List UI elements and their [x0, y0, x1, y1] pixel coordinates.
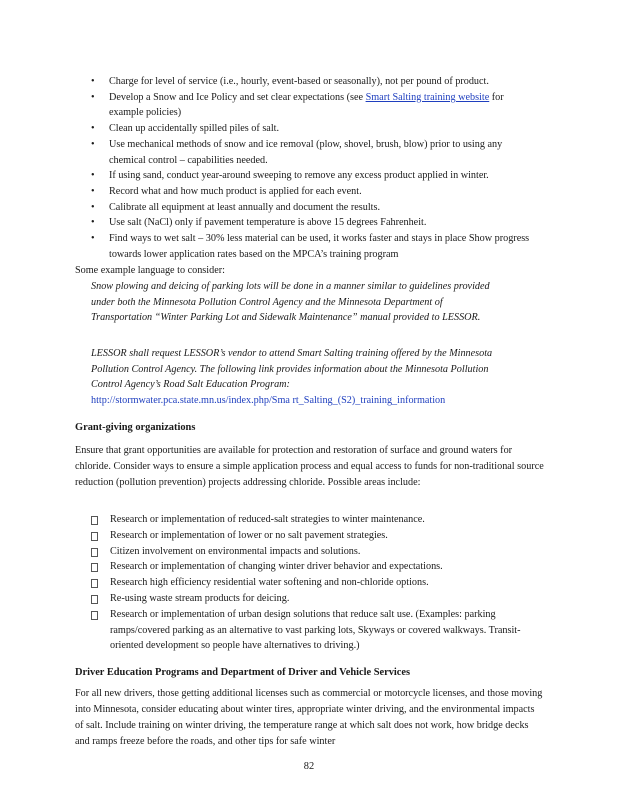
list-item: • Use mechanical methods of snow and ice removal (plow, shovel, brush, blow) prior to using any chemical control – capabilities needed. — [91, 137, 531, 168]
list-item: Citizen involvement on environmental impacts and solutions. — [90, 544, 540, 560]
grant-paragraph: Ensure that grant opportunities are available for protection and restoration of surface and ground waters for chloride. Consider ways to ensure a simple application process and equal access to funds for non-traditional source reduction (pollution prevention) projects addressing chloride. Possible areas include: — [75, 445, 544, 488]
list-item: • Record what and how much product is applied for each event. — [91, 184, 531, 200]
list-item: • Calibrate all equipment at least annually and document the results. — [91, 200, 531, 216]
list-item: Re-using waste stream products for deicing. — [90, 591, 540, 607]
grant-heading: Grant-giving organizations — [75, 422, 196, 433]
example-language-1: Snow plowing and deicing of parking lots will be done in a manner similar to guidelines provided under both the Minnesota Pollution Control Agency and the Minnesota Department of Transportation “Winter Parking Lot and Sidewalk Maintenance” manual provided to LESSOR. — [91, 281, 490, 324]
list-item: Research high efficiency residential water softening and non-chloride options. — [90, 575, 540, 591]
page-number: 82 — [303, 761, 315, 772]
list-item: Research or implementation of changing winter driver behavior and expectations. — [90, 559, 540, 575]
example-language-2-text: LESSOR shall request LESSOR’s vendor to attend Smart Salting training offered by the Minnesota Pollution Control Agency. The following link provides information about the Minnesota Pollution Control Agency’s Road Salt Education Program: — [91, 348, 493, 391]
list-item-text: for example policies) — [109, 91, 504, 119]
list-item: Research or implementation of reduced-salt strategies to winter maintenance. — [90, 512, 540, 528]
list-item: • Clean up accidentally spilled piles of salt. — [91, 121, 531, 137]
best-practices-list — [91, 74, 531, 262]
example-language-2 — [91, 346, 501, 409]
language-intro: Some example language to consider: — [75, 265, 225, 276]
grant-areas-list — [90, 512, 540, 654]
driver-education-paragraph: For all new drivers, those getting additional licenses such as commercial or motorcycle licenses, and those moving into Minnesota, consider educating about winter tires, appropriate winter driving, and the environmental impacts of salt. Include training on winter driving, the temperature range at which salt does not work, how bridge decks and ramps freeze before the roads, and other tips for safe winter — [75, 688, 543, 747]
list-item: • Charge for level of service (i.e., hourly, event-based or seasonally), not per pound of product. — [91, 74, 531, 90]
list-item: • Use salt (NaCl) only if pavement temperature is above 15 degrees Fahrenheit. — [91, 215, 531, 231]
smart-salting-training-link[interactable]: Smart Salting training website — [365, 91, 490, 103]
list-item — [91, 90, 531, 121]
list-item-text: Develop a Snow and Ice Policy and set clear expectations (see — [109, 91, 364, 103]
road-salt-education-link[interactable]: http://stormwater.pca.state.mn.us/index.php/Sma rt_Salting_(S2)_training_information — [91, 395, 446, 407]
list-item: • If using sand, conduct year-around sweeping to remove any excess product applied in winter. — [91, 168, 531, 184]
list-item: Research or implementation of urban design solutions that reduce salt use. (Examples: parking ramps/covered parking as an alternative to vast parking lots, Skyways or covered walkways. Transit-oriented development so people have alternatives to driving.) — [90, 607, 540, 654]
list-item: Research or implementation of lower or no salt pavement strategies. — [90, 528, 540, 544]
list-item: • Find ways to wet salt – 30% less material can be used, it works faster and stays in place Show progress towards lower application rates based on the MPCA’s training program — [91, 231, 531, 262]
driver-education-heading: Driver Education Programs and Department of Driver and Vehicle Services — [75, 667, 411, 678]
